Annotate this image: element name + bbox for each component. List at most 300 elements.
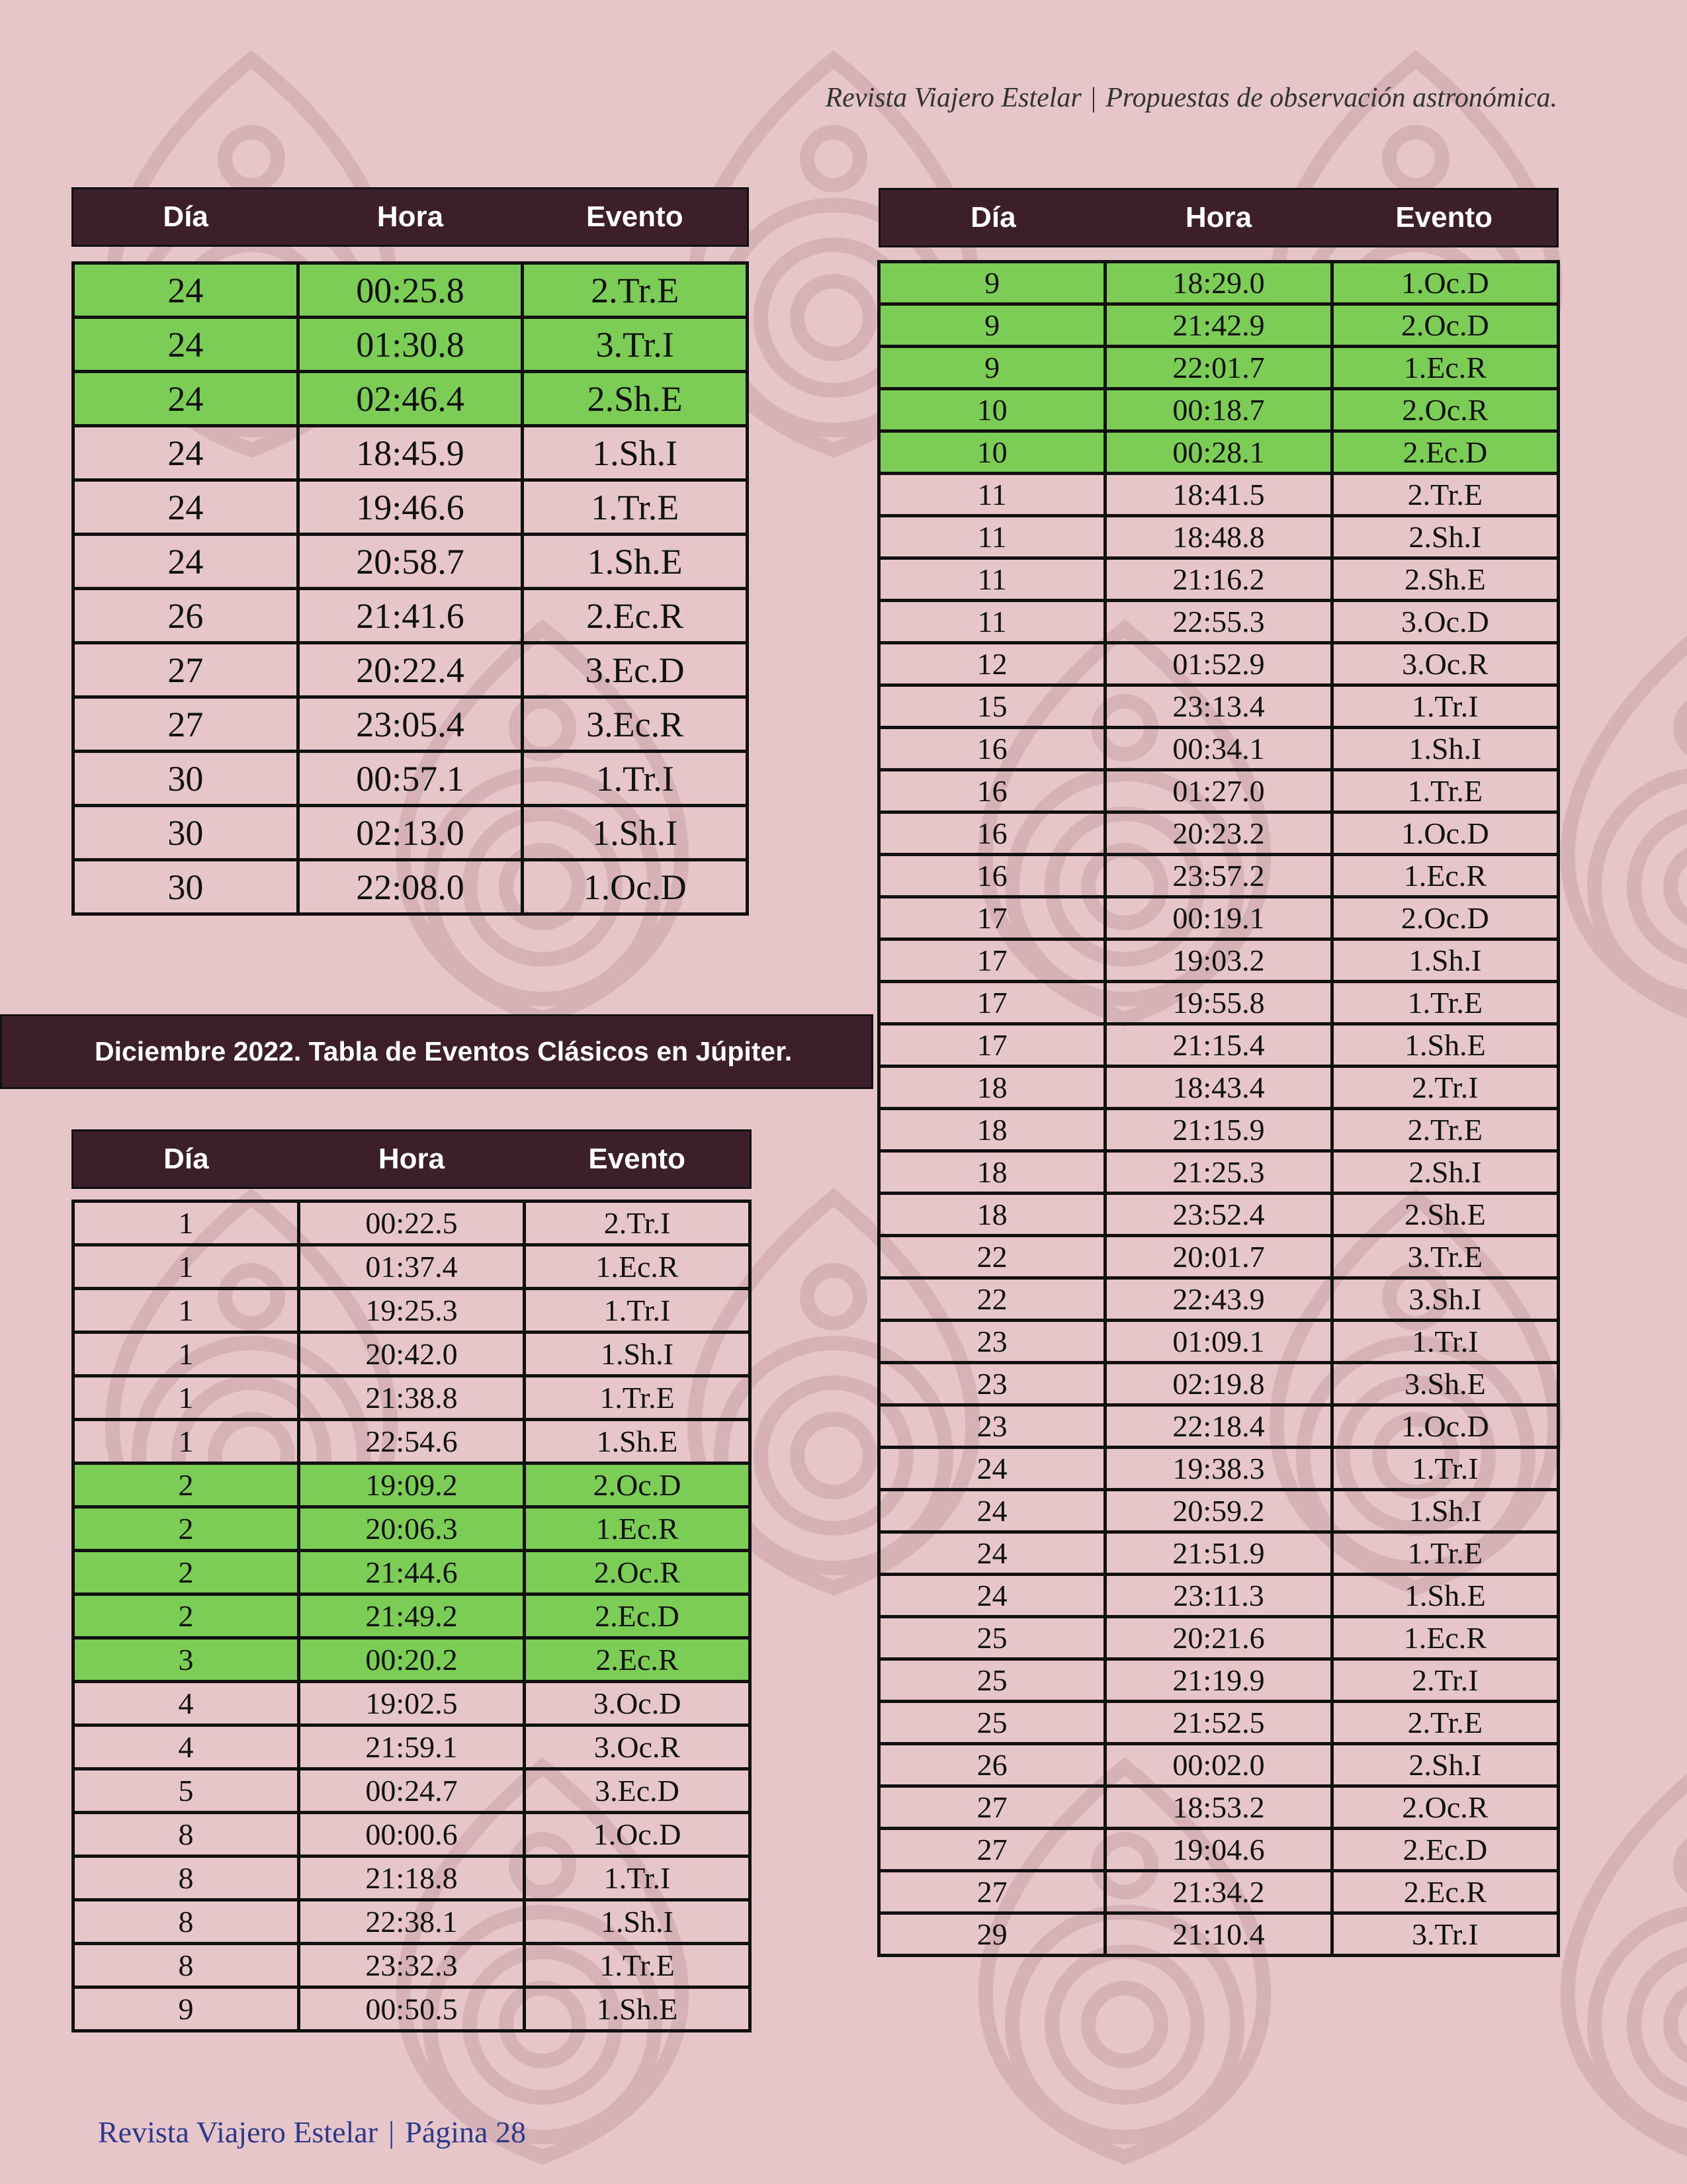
cell-hora: 21:15.9 (1105, 1109, 1332, 1151)
cell-evento: 1.Sh.I (1332, 1490, 1558, 1532)
cell-hora: 20:58.7 (298, 535, 523, 589)
table-row (879, 1194, 1559, 1236)
table-row (879, 1151, 1559, 1194)
column-header-evento: Evento (588, 1143, 686, 1175)
cell-evento: 1.Tr.E (525, 1376, 750, 1420)
footer-magazine: Revista Viajero Estelar (98, 2115, 378, 2149)
cell-hora: 22:01.7 (1105, 347, 1332, 389)
table-row (73, 1376, 750, 1420)
cell-hora: 21:51.9 (1105, 1532, 1332, 1575)
table-row (73, 1856, 750, 1900)
cell-evento: 1.Tr.E (523, 480, 748, 535)
cell-evento: 1.Oc.D (1332, 1405, 1558, 1448)
table-row (879, 1278, 1559, 1321)
cell-dia: 18 (879, 1194, 1105, 1236)
cell-hora: 00:18.7 (1105, 389, 1332, 431)
cell-dia: 9 (879, 347, 1105, 389)
cell-dia: 8 (73, 1944, 299, 1987)
cell-dia: 24 (73, 535, 298, 589)
page-footer (98, 2115, 526, 2150)
cell-hora: 23:11.3 (1105, 1575, 1332, 1617)
cell-hora: 21:49.2 (299, 1594, 525, 1638)
cell-evento: 1.Tr.I (1332, 1448, 1558, 1490)
cell-hora: 18:53.2 (1105, 1786, 1332, 1829)
table-bottom-left (71, 1200, 752, 2032)
cell-evento: 1.Oc.D (1332, 812, 1558, 855)
cell-evento: 1.Oc.D (525, 1813, 750, 1856)
cell-dia: 8 (73, 1900, 299, 1944)
footer-separator: | (388, 2115, 395, 2149)
cell-dia: 25 (879, 1617, 1105, 1659)
cell-evento: 1.Ec.R (1332, 347, 1558, 389)
cell-dia: 30 (73, 806, 298, 860)
cell-hora: 23:52.4 (1105, 1194, 1332, 1236)
cell-evento: 2.Tr.I (1332, 1067, 1558, 1109)
cell-hora: 22:43.9 (1105, 1278, 1332, 1321)
cell-dia: 11 (879, 474, 1105, 516)
cell-evento: 1.Tr.I (523, 752, 748, 806)
cell-dia: 4 (73, 1725, 299, 1769)
table-row (879, 431, 1559, 474)
cell-dia: 3 (73, 1638, 299, 1682)
table-row (879, 1405, 1559, 1448)
cell-evento: 3.Oc.D (525, 1682, 750, 1725)
cell-dia: 9 (73, 1987, 299, 2031)
cell-hora: 20:23.2 (1105, 812, 1332, 855)
cell-dia: 23 (879, 1405, 1105, 1448)
cell-hora: 01:30.8 (298, 318, 523, 372)
table-row (73, 1420, 750, 1463)
cell-dia: 24 (73, 263, 298, 318)
cell-evento: 2.Ec.D (1332, 1829, 1558, 1871)
cell-dia: 1 (73, 1332, 299, 1376)
table-row (879, 1786, 1559, 1829)
cell-hora: 00:00.6 (299, 1813, 525, 1856)
table-row (879, 304, 1559, 347)
table-row (879, 1490, 1559, 1532)
cell-dia: 25 (879, 1702, 1105, 1744)
cell-evento: 3.Tr.I (1332, 1913, 1558, 1956)
cell-hora: 02:13.0 (298, 806, 523, 860)
cell-evento: 2.Tr.E (1332, 1109, 1558, 1151)
cell-dia: 27 (73, 643, 298, 697)
table-top-left-header (71, 187, 749, 247)
table-row (879, 855, 1559, 897)
table-row (879, 1024, 1559, 1067)
cell-dia: 29 (879, 1913, 1105, 1956)
cell-evento: 2.Oc.R (525, 1551, 750, 1594)
table-top-left (71, 261, 749, 916)
cell-hora: 21:10.4 (1105, 1913, 1332, 1956)
table-row (879, 601, 1559, 643)
cell-hora: 21:19.9 (1105, 1659, 1332, 1702)
cell-evento: 2.Sh.I (1332, 1151, 1558, 1194)
cell-evento: 2.Sh.E (523, 372, 748, 426)
cell-hora: 19:25.3 (299, 1289, 525, 1332)
cell-evento: 1.Oc.D (523, 860, 748, 914)
cell-evento: 1.Tr.E (1332, 1532, 1558, 1575)
table-row (879, 685, 1559, 728)
table-row (73, 1769, 750, 1813)
header-magazine: Revista Viajero Estelar (825, 83, 1082, 113)
cell-dia: 27 (879, 1829, 1105, 1871)
table-row (879, 516, 1559, 558)
cell-dia: 22 (879, 1278, 1105, 1321)
cell-evento: 2.Tr.I (525, 1201, 750, 1245)
cell-hora: 23:13.4 (1105, 685, 1332, 728)
table-row (73, 1507, 750, 1551)
cell-dia: 17 (879, 982, 1105, 1024)
cell-hora: 02:19.8 (1105, 1363, 1332, 1405)
cell-dia: 9 (879, 304, 1105, 347)
table-row (879, 1913, 1559, 1956)
cell-evento: 2.Sh.E (1332, 558, 1558, 601)
cell-evento: 3.Sh.E (1332, 1363, 1558, 1405)
cell-hora: 20:59.2 (1105, 1490, 1332, 1532)
cell-evento: 2.Tr.E (1332, 1702, 1558, 1744)
table-row (73, 1725, 750, 1769)
cell-dia: 24 (73, 372, 298, 426)
table-row (879, 1109, 1559, 1151)
cell-hora: 21:15.4 (1105, 1024, 1332, 1067)
banner-title: Diciembre 2022. Tabla de Eventos Clásicos en Júpiter. (95, 1036, 793, 1067)
table-right (877, 260, 1560, 1957)
cell-evento: 3.Tr.E (1332, 1236, 1558, 1278)
cell-hora: 21:41.6 (298, 589, 523, 643)
cell-dia: 27 (73, 697, 298, 752)
cell-evento: 2.Tr.E (1332, 474, 1558, 516)
cell-dia: 8 (73, 1856, 299, 1900)
table-row (879, 347, 1559, 389)
footer-page-number: Página 28 (405, 2115, 526, 2149)
cell-hora: 20:42.0 (299, 1332, 525, 1376)
cell-hora: 19:46.6 (298, 480, 523, 535)
cell-evento: 1.Sh.I (525, 1900, 750, 1944)
cell-hora: 01:37.4 (299, 1245, 525, 1289)
cell-dia: 26 (879, 1744, 1105, 1786)
table-row (879, 1067, 1559, 1109)
cell-hora: 18:29.0 (1105, 262, 1332, 304)
cell-dia: 24 (73, 318, 298, 372)
cell-dia: 30 (73, 752, 298, 806)
table-row (73, 318, 748, 372)
table-row (73, 1987, 750, 2031)
table-bottom-left-header (71, 1129, 752, 1189)
table-row (879, 770, 1559, 812)
cell-dia: 22 (879, 1236, 1105, 1278)
table-row (879, 643, 1559, 685)
cell-evento: 3.Oc.R (525, 1725, 750, 1769)
cell-dia: 2 (73, 1551, 299, 1594)
cell-hora: 19:04.6 (1105, 1829, 1332, 1871)
cell-dia: 2 (73, 1594, 299, 1638)
cell-dia: 9 (879, 262, 1105, 304)
cell-evento: 2.Sh.I (1332, 516, 1558, 558)
table-row (879, 812, 1559, 855)
cell-hora: 21:52.5 (1105, 1702, 1332, 1744)
cell-dia: 24 (879, 1448, 1105, 1490)
cell-hora: 21:18.8 (299, 1856, 525, 1900)
cell-dia: 4 (73, 1682, 299, 1725)
cell-hora: 18:48.8 (1105, 516, 1332, 558)
cell-dia: 24 (879, 1575, 1105, 1617)
cell-dia: 2 (73, 1507, 299, 1551)
cell-evento: 1.Ec.R (525, 1245, 750, 1289)
cell-dia: 23 (879, 1321, 1105, 1363)
table-right-header (879, 188, 1559, 247)
table-row (879, 728, 1559, 770)
column-header-dia: Día (971, 201, 1016, 234)
table-row (73, 860, 748, 914)
cell-dia: 1 (73, 1420, 299, 1463)
cell-hora: 01:27.0 (1105, 770, 1332, 812)
cell-dia: 24 (73, 480, 298, 535)
cell-dia: 30 (73, 860, 298, 914)
cell-hora: 18:45.9 (298, 426, 523, 480)
cell-hora: 00:19.1 (1105, 897, 1332, 939)
table-row (73, 1594, 750, 1638)
table-row (879, 982, 1559, 1024)
cell-hora: 20:22.4 (298, 643, 523, 697)
table-row (73, 1638, 750, 1682)
cell-hora: 23:05.4 (298, 697, 523, 752)
cell-hora: 00:02.0 (1105, 1744, 1332, 1786)
table-row (73, 480, 748, 535)
table-row (879, 1448, 1559, 1490)
table-row (879, 389, 1559, 431)
cell-hora: 00:34.1 (1105, 728, 1332, 770)
cell-hora: 19:38.3 (1105, 1448, 1332, 1490)
cell-hora: 00:20.2 (299, 1638, 525, 1682)
cell-hora: 01:09.1 (1105, 1321, 1332, 1363)
header-separator: | (1090, 83, 1097, 113)
cell-evento: 3.Sh.I (1332, 1278, 1558, 1321)
table-row (73, 1463, 750, 1507)
cell-evento: 1.Sh.I (1332, 939, 1558, 982)
cell-dia: 17 (879, 897, 1105, 939)
table-row (73, 535, 748, 589)
table-row (73, 1245, 750, 1289)
cell-hora: 00:50.5 (299, 1987, 525, 2031)
cell-dia: 8 (73, 1813, 299, 1856)
cell-dia: 12 (879, 643, 1105, 685)
table-row (879, 1363, 1559, 1405)
cell-evento: 1.Sh.E (1332, 1575, 1558, 1617)
cell-dia: 15 (879, 685, 1105, 728)
table-row (879, 1575, 1559, 1617)
cell-evento: 1.Sh.I (1332, 728, 1558, 770)
cell-evento: 1.Tr.I (1332, 685, 1558, 728)
cell-hora: 20:21.6 (1105, 1617, 1332, 1659)
cell-dia: 24 (73, 426, 298, 480)
table-row (73, 1332, 750, 1376)
cell-dia: 1 (73, 1245, 299, 1289)
cell-evento: 3.Oc.D (1332, 601, 1558, 643)
cell-hora: 02:46.4 (298, 372, 523, 426)
cell-hora: 23:57.2 (1105, 855, 1332, 897)
cell-hora: 18:41.5 (1105, 474, 1332, 516)
page-header (826, 82, 1557, 114)
cell-dia: 11 (879, 558, 1105, 601)
cell-evento: 1.Oc.D (1332, 262, 1558, 304)
cell-evento: 1.Tr.E (1332, 982, 1558, 1024)
cell-dia: 11 (879, 516, 1105, 558)
cell-hora: 01:52.9 (1105, 643, 1332, 685)
cell-hora: 21:34.2 (1105, 1871, 1332, 1913)
table-row (879, 558, 1559, 601)
cell-hora: 00:57.1 (298, 752, 523, 806)
cell-evento: 2.Ec.R (1332, 1871, 1558, 1913)
cell-dia: 26 (73, 589, 298, 643)
cell-dia: 18 (879, 1151, 1105, 1194)
cell-hora: 19:55.8 (1105, 982, 1332, 1024)
table-row (73, 1944, 750, 1987)
cell-hora: 22:38.1 (299, 1900, 525, 1944)
cell-evento: 2.Oc.D (1332, 304, 1558, 347)
column-header-dia: Día (163, 1143, 209, 1175)
cell-evento: 1.Sh.E (525, 1420, 750, 1463)
cell-evento: 1.Ec.R (525, 1507, 750, 1551)
table-row (879, 474, 1559, 516)
table-row (879, 262, 1559, 304)
cell-evento: 1.Tr.I (525, 1289, 750, 1332)
cell-hora: 22:18.4 (1105, 1405, 1332, 1448)
cell-hora: 21:59.1 (299, 1725, 525, 1769)
header-subtitle: Propuestas de observación astronómica. (1105, 83, 1557, 113)
cell-evento: 2.Ec.D (525, 1594, 750, 1638)
cell-dia: 16 (879, 770, 1105, 812)
table-row (879, 1236, 1559, 1278)
cell-dia: 24 (879, 1490, 1105, 1532)
column-header-evento: Evento (1395, 201, 1493, 234)
table-row (73, 589, 748, 643)
cell-evento: 3.Oc.R (1332, 643, 1558, 685)
cell-evento: 1.Tr.E (525, 1944, 750, 1987)
cell-dia: 16 (879, 812, 1105, 855)
cell-dia: 27 (879, 1786, 1105, 1829)
table-row (879, 939, 1559, 982)
table-row (879, 1321, 1559, 1363)
cell-hora: 20:01.7 (1105, 1236, 1332, 1278)
cell-evento: 2.Ec.R (523, 589, 748, 643)
cell-evento: 1.Tr.I (525, 1856, 750, 1900)
table-row (73, 263, 748, 318)
cell-evento: 1.Ec.R (1332, 855, 1558, 897)
column-header-dia: Día (163, 200, 208, 233)
column-header-hora: Hora (376, 200, 444, 233)
cell-evento: 3.Ec.D (523, 643, 748, 697)
cell-dia: 2 (73, 1463, 299, 1507)
cell-dia: 23 (879, 1363, 1105, 1405)
cell-hora: 23:32.3 (299, 1944, 525, 1987)
cell-hora: 22:54.6 (299, 1420, 525, 1463)
cell-evento: 1.Tr.I (1332, 1321, 1558, 1363)
cell-hora: 21:42.9 (1105, 304, 1332, 347)
table-row (73, 697, 748, 752)
cell-evento: 1.Sh.E (1332, 1024, 1558, 1067)
table-row (73, 643, 748, 697)
cell-hora: 22:55.3 (1105, 601, 1332, 643)
section-banner (0, 1014, 873, 1089)
cell-hora: 21:38.8 (299, 1376, 525, 1420)
cell-hora: 19:03.2 (1105, 939, 1332, 982)
cell-hora: 21:44.6 (299, 1551, 525, 1594)
cell-dia: 17 (879, 1024, 1105, 1067)
cell-hora: 19:09.2 (299, 1463, 525, 1507)
cell-evento: 2.Ec.R (525, 1638, 750, 1682)
cell-evento: 2.Tr.E (523, 263, 748, 318)
cell-dia: 16 (879, 855, 1105, 897)
cell-dia: 1 (73, 1289, 299, 1332)
cell-evento: 2.Oc.D (1332, 897, 1558, 939)
table-row (73, 1551, 750, 1594)
cell-evento: 1.Ec.R (1332, 1617, 1558, 1659)
table-row (73, 1682, 750, 1725)
cell-hora: 00:22.5 (299, 1201, 525, 1245)
cell-evento: 3.Ec.D (525, 1769, 750, 1813)
cell-hora: 00:25.8 (298, 263, 523, 318)
cell-dia: 10 (879, 431, 1105, 474)
cell-hora: 19:02.5 (299, 1682, 525, 1725)
cell-evento: 2.Sh.E (1332, 1194, 1558, 1236)
table-row (73, 372, 748, 426)
cell-evento: 1.Sh.E (523, 535, 748, 589)
table-row (879, 1744, 1559, 1786)
cell-evento: 3.Ec.R (523, 697, 748, 752)
table-row (73, 1201, 750, 1245)
cell-hora: 22:08.0 (298, 860, 523, 914)
cell-evento: 2.Tr.I (1332, 1659, 1558, 1702)
table-row (73, 806, 748, 860)
cell-hora: 00:24.7 (299, 1769, 525, 1813)
cell-dia: 10 (879, 389, 1105, 431)
cell-evento: 1.Sh.I (525, 1332, 750, 1376)
cell-evento: 3.Tr.I (523, 318, 748, 372)
cell-dia: 1 (73, 1376, 299, 1420)
cell-dia: 18 (879, 1067, 1105, 1109)
cell-hora: 00:28.1 (1105, 431, 1332, 474)
cell-evento: 2.Oc.R (1332, 389, 1558, 431)
cell-dia: 11 (879, 601, 1105, 643)
table-row (73, 752, 748, 806)
table-row (879, 1617, 1559, 1659)
cell-dia: 5 (73, 1769, 299, 1813)
table-row (879, 1702, 1559, 1744)
cell-evento: 2.Oc.R (1332, 1786, 1558, 1829)
cell-evento: 1.Sh.I (523, 806, 748, 860)
column-header-hora: Hora (1185, 201, 1252, 234)
cell-dia: 25 (879, 1659, 1105, 1702)
table-row (879, 1829, 1559, 1871)
table-row (879, 1532, 1559, 1575)
cell-evento: 1.Sh.I (523, 426, 748, 480)
cell-hora: 21:25.3 (1105, 1151, 1332, 1194)
cell-evento: 2.Ec.D (1332, 431, 1558, 474)
cell-evento: 2.Sh.I (1332, 1744, 1558, 1786)
column-header-hora: Hora (378, 1143, 445, 1175)
cell-evento: 1.Tr.E (1332, 770, 1558, 812)
table-row (879, 1659, 1559, 1702)
cell-dia: 16 (879, 728, 1105, 770)
cell-dia: 17 (879, 939, 1105, 982)
cell-dia: 18 (879, 1109, 1105, 1151)
cell-dia: 24 (879, 1532, 1105, 1575)
table-row (73, 426, 748, 480)
table-row (879, 897, 1559, 939)
table-row (73, 1813, 750, 1856)
cell-evento: 1.Sh.E (525, 1987, 750, 2031)
cell-hora: 20:06.3 (299, 1507, 525, 1551)
